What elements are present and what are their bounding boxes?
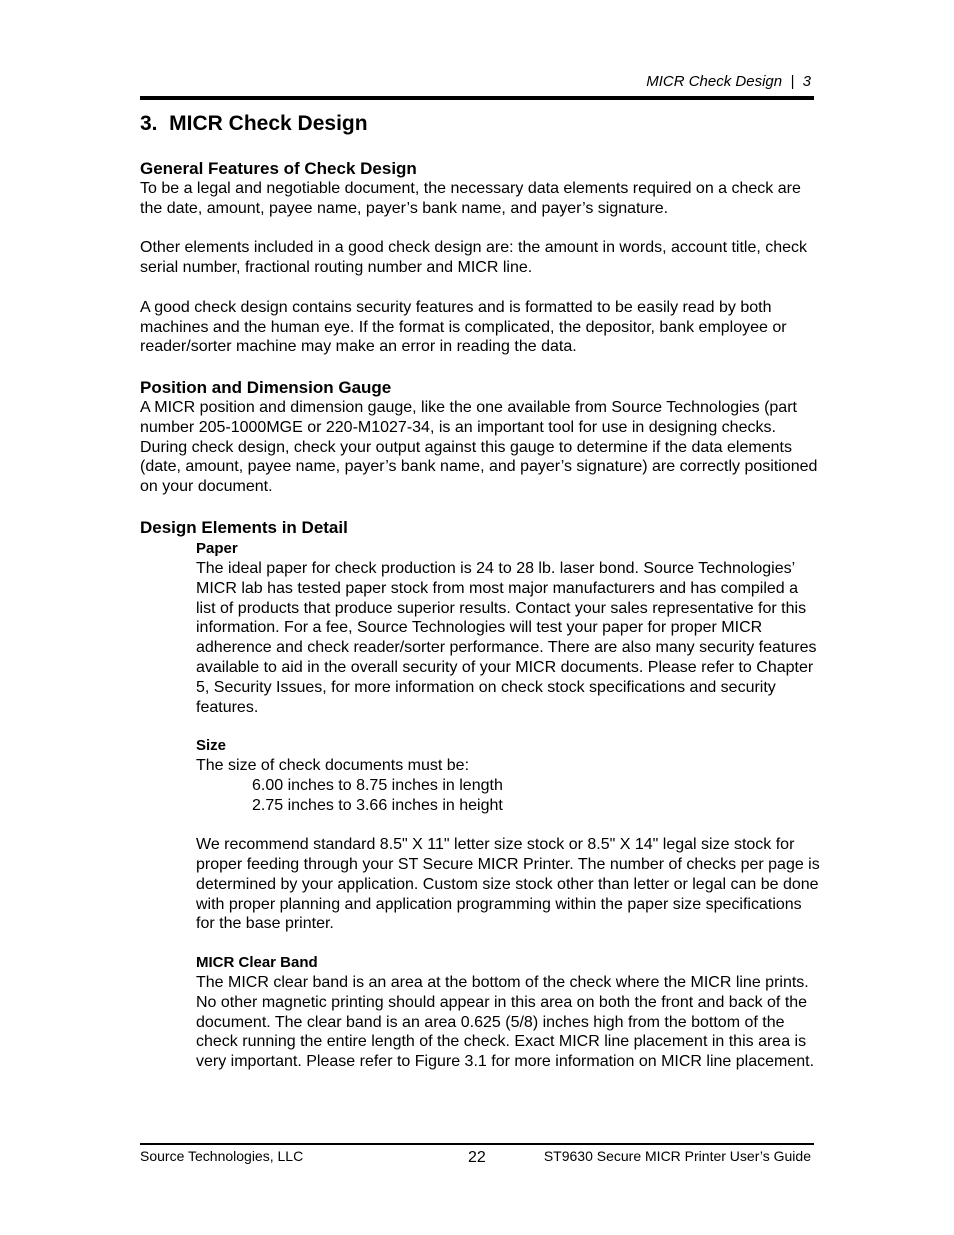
clear-band-heading: MICR Clear Band — [196, 954, 318, 971]
general-features-section — [140, 159, 820, 357]
size-height-range: 2.75 inches to 3.66 inches in height — [252, 796, 503, 814]
general-features-paragraph-3: A good check design contains security features and is formatted to be easily read by both machines and the human eye. If the format is complicated, the depositor, bank employee or reader/sorter machine may make an error in reading the data. — [140, 298, 787, 356]
general-features-heading: General Features of Check Design — [140, 159, 417, 178]
gauge-section — [140, 378, 820, 497]
footer-rule — [140, 1143, 814, 1145]
footer-company: Source Technologies, LLC — [140, 1148, 304, 1164]
clear-band-section — [196, 953, 820, 1072]
footer-guide-title: ST9630 Secure MICR Printer User’s Guide — [543, 1148, 811, 1164]
header-rule — [140, 96, 814, 100]
clear-band-paragraph: The MICR clear band is an area at the bottom of the check where the MICR line prints. No other magnetic printing should appear in this area on both the front and back of the document. The clear band is an area 0.625 (5/8) inches high from the bottom of the check running the entire length of the check. Exact MICR line placement in this area is very important. Please refer to Figure 3.1 for more information on MICR line placement. — [196, 974, 815, 1071]
gauge-heading: Position and Dimension Gauge — [140, 378, 392, 397]
size-intro: The size of check documents must be: — [196, 757, 470, 774]
paper-section — [196, 539, 820, 717]
size-length-range: 6.00 inches to 8.75 inches in length — [252, 776, 503, 794]
design-elements-heading: Design Elements in Detail — [140, 518, 348, 537]
size-section — [196, 736, 820, 934]
paper-paragraph: The ideal paper for check production is 24 to 28 lb. laser bond. Source Technologies’ MICR lab has tested paper stock from most major manufacturers and has compiled a list of products that produce superior results. Contact your sales representative for this information. For a fee, Source Technologies will test your paper for proper MICR adherence and check reader/sorter performance. There are also many security features available to aid in the overall security of your MICR documents. Please refer to Chapter 5, Security Issues, for more information on check stock specifications and security features. — [196, 560, 817, 716]
gauge-paragraph: A MICR position and dimension gauge, like the one available from Source Technologies (part number 205-1000MGE or 220-M1027-34, is an important tool for use in designing checks. During check design, check your output against this gauge to determine if the data elements (date, amount, payee name, payer’s bank name, and payer’s signature) are correctly positioned on your document. — [140, 399, 818, 496]
paper-heading: Paper — [196, 540, 238, 557]
running-header: MICR Check Design | 3 — [646, 73, 811, 90]
footer-page-number: 22 — [468, 1149, 486, 1166]
size-paragraph: We recommend standard 8.5" X 11" letter size stock or 8.5" X 14" legal size stock for proper feeding through your ST Secure MICR Printer. The number of checks per page is determined by your application. Custom size stock other than letter or legal can be done with proper planning and application programming within the paper size specifications for the base printer. — [196, 836, 820, 933]
size-heading: Size — [196, 737, 227, 754]
design-elements-section — [140, 518, 820, 538]
chapter-title: 3. MICR Check Design — [140, 112, 368, 135]
general-features-paragraph-1: To be a legal and negotiable document, the necessary data elements required on a check are the date, amount, payee name, payer’s bank name, and payer’s signature. — [140, 180, 801, 217]
general-features-paragraph-2: Other elements included in a good check design are: the amount in words, account title, check serial number, fractional routing number and MICR line. — [140, 239, 808, 277]
